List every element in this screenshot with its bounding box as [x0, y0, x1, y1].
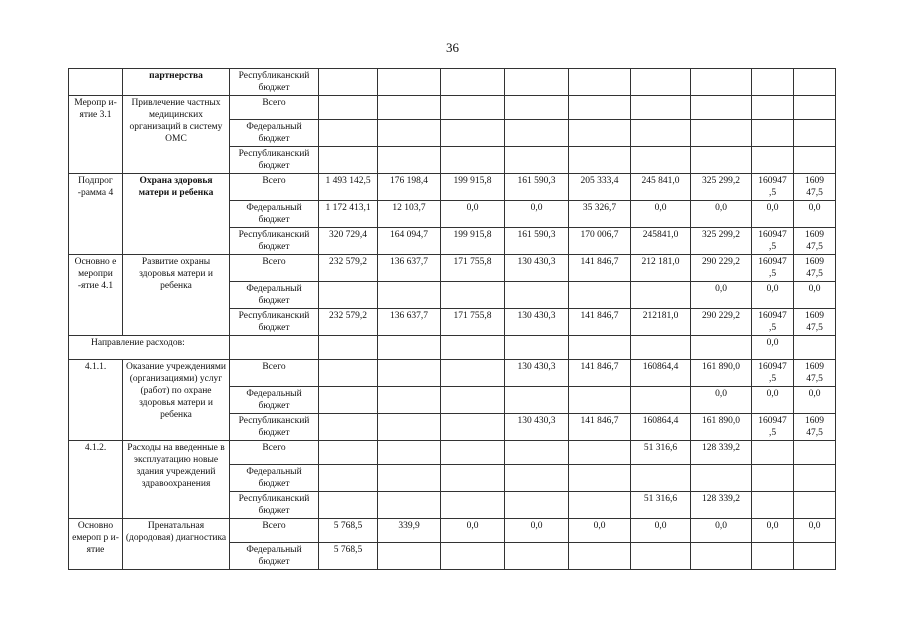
- table-cell: [794, 543, 836, 570]
- table-cell: 205 333,4: [569, 174, 631, 201]
- table-cell: Республиканский бюджет: [230, 492, 319, 519]
- table-cell: [631, 336, 691, 360]
- table-cell: 0,0: [691, 519, 752, 543]
- table-cell: [752, 120, 794, 147]
- table-cell: [569, 492, 631, 519]
- table-cell: 0,0: [752, 282, 794, 309]
- table-cell: 12 103,7: [378, 201, 441, 228]
- table-cell: [441, 282, 505, 309]
- table-cell: 130 430,3: [505, 255, 569, 282]
- table-row: [69, 519, 836, 543]
- table-cell: 5 768,5: [319, 519, 378, 543]
- table-cell: 0,0: [752, 519, 794, 543]
- table-cell: 170 006,7: [569, 228, 631, 255]
- table-cell: 0,0: [631, 201, 691, 228]
- table-cell: 171 755,8: [441, 309, 505, 336]
- table-cell: 1 493 142,5: [319, 174, 378, 201]
- table-cell: 320 729,4: [319, 228, 378, 255]
- table-cell: [794, 336, 836, 360]
- table-cell: 290 229,2: [691, 255, 752, 282]
- table-cell: [794, 492, 836, 519]
- table-cell: [505, 441, 569, 465]
- table-cell: Всего: [230, 174, 319, 201]
- table-cell: 245841,0: [631, 228, 691, 255]
- table-cell: [319, 282, 378, 309]
- table-row: [69, 69, 836, 96]
- table-cell: [752, 543, 794, 570]
- table-cell: [794, 69, 836, 96]
- table-cell: 325 299,2: [691, 174, 752, 201]
- table-cell: 128 339,2: [691, 492, 752, 519]
- table-cell: 199 915,8: [441, 174, 505, 201]
- table-cell: [378, 147, 441, 174]
- table-cell: [631, 96, 691, 120]
- table-cell: 1609 47,5: [794, 255, 836, 282]
- table-cell: 51 316,6: [631, 441, 691, 465]
- table-cell: 160947 ,5: [752, 360, 794, 387]
- table-cell: [505, 120, 569, 147]
- table-cell: [441, 441, 505, 465]
- table-cell: 0,0: [794, 519, 836, 543]
- table-cell: [691, 336, 752, 360]
- table-cell: 290 229,2: [691, 309, 752, 336]
- table-cell: [631, 147, 691, 174]
- table-cell: [378, 387, 441, 414]
- table-cell: 161 890,0: [691, 414, 752, 441]
- table-cell: [441, 387, 505, 414]
- table-cell: 141 846,7: [569, 360, 631, 387]
- table-cell: [691, 147, 752, 174]
- table-cell: [441, 96, 505, 120]
- table-cell: 130 430,3: [505, 414, 569, 441]
- table-cell: [441, 120, 505, 147]
- table-cell: [752, 441, 794, 465]
- table-cell: 161 590,3: [505, 174, 569, 201]
- table-row: [69, 360, 836, 387]
- table-cell: [319, 69, 378, 96]
- table-row: [69, 174, 836, 201]
- table-cell: 160947 ,5: [752, 228, 794, 255]
- table-cell: 160947 ,5: [752, 309, 794, 336]
- table-cell: 0,0: [691, 282, 752, 309]
- table-cell: [752, 96, 794, 120]
- table-cell: [569, 543, 631, 570]
- table-cell: Всего: [230, 360, 319, 387]
- table-cell: [569, 441, 631, 465]
- table-cell: [441, 543, 505, 570]
- table-cell: [794, 96, 836, 120]
- table-cell: [752, 147, 794, 174]
- table-cell: [441, 492, 505, 519]
- table-cell: [441, 336, 505, 360]
- table-cell: 0,0: [505, 519, 569, 543]
- table-cell: [794, 465, 836, 492]
- table-cell: 0,0: [631, 519, 691, 543]
- table-cell: [319, 96, 378, 120]
- table-cell: [319, 147, 378, 174]
- table-cell: [319, 120, 378, 147]
- table-cell: 232 579,2: [319, 309, 378, 336]
- table-cell: [569, 336, 631, 360]
- table-cell: [441, 414, 505, 441]
- table-cell: [569, 282, 631, 309]
- table-cell: 35 326,7: [569, 201, 631, 228]
- table-cell: [752, 492, 794, 519]
- table-cell: 0,0: [794, 201, 836, 228]
- table-cell: [569, 120, 631, 147]
- table-cell: [378, 336, 441, 360]
- table-cell: 245 841,0: [631, 174, 691, 201]
- table-cell: 51 316,6: [631, 492, 691, 519]
- table-cell: 4.1.1.: [69, 360, 123, 441]
- table-cell: [631, 465, 691, 492]
- table-cell: [794, 147, 836, 174]
- table-cell: 1609 47,5: [794, 414, 836, 441]
- table-cell: Федеральный бюджет: [230, 201, 319, 228]
- table-cell: [378, 465, 441, 492]
- table-cell: [631, 387, 691, 414]
- table-cell: [378, 282, 441, 309]
- table-cell: 141 846,7: [569, 414, 631, 441]
- table-cell: Расходы на введенные в эксплуатацию новые здания учреждений здравоохранения: [123, 441, 230, 519]
- table-cell: [230, 336, 319, 360]
- table-cell: 232 579,2: [319, 255, 378, 282]
- table-cell: [378, 120, 441, 147]
- table-cell: [441, 465, 505, 492]
- table-cell: Развитие охраны здоровья матери и ребенка: [123, 255, 230, 336]
- table-cell: 176 198,4: [378, 174, 441, 201]
- table-cell: [378, 543, 441, 570]
- table-cell: 141 846,7: [569, 255, 631, 282]
- table-cell: 0,0: [691, 201, 752, 228]
- table-cell: 199 915,8: [441, 228, 505, 255]
- table-cell: 0,0: [505, 201, 569, 228]
- table-cell: [794, 120, 836, 147]
- table-cell: Охрана здоровья матери и ребенка: [123, 174, 230, 255]
- table-cell: 0,0: [752, 387, 794, 414]
- table-cell: [378, 96, 441, 120]
- table-cell: 160864,4: [631, 360, 691, 387]
- table-cell: 5 768,5: [319, 543, 378, 570]
- table-cell: 171 755,8: [441, 255, 505, 282]
- table-cell: [752, 69, 794, 96]
- table-cell: 161 890,0: [691, 360, 752, 387]
- table-cell: [441, 147, 505, 174]
- table-cell: [319, 387, 378, 414]
- table-cell: Республиканский бюджет: [230, 414, 319, 441]
- table-cell: Федеральный бюджет: [230, 543, 319, 570]
- table-cell: [378, 441, 441, 465]
- table-cell: Всего: [230, 255, 319, 282]
- table-cell: [441, 360, 505, 387]
- table-cell: [505, 336, 569, 360]
- table-cell: [378, 492, 441, 519]
- table-cell: [319, 336, 378, 360]
- table-cell: [631, 120, 691, 147]
- table-cell: Федеральный бюджет: [230, 282, 319, 309]
- table-cell: Направление расходов:: [69, 336, 230, 360]
- table-cell: 0,0: [794, 282, 836, 309]
- table-cell: [319, 441, 378, 465]
- table-cell: 136 637,7: [378, 309, 441, 336]
- table-cell: [505, 282, 569, 309]
- table-cell: [378, 414, 441, 441]
- table-cell: 130 430,3: [505, 360, 569, 387]
- table-cell: партнерства: [123, 69, 230, 96]
- table-cell: Основно емероп р и-ятие: [69, 519, 123, 570]
- table-cell: [505, 96, 569, 120]
- table-row: [69, 441, 836, 465]
- table-cell: 1609 47,5: [794, 360, 836, 387]
- table-cell: [569, 69, 631, 96]
- table-cell: 339,9: [378, 519, 441, 543]
- table-cell: [69, 69, 123, 96]
- table-cell: [319, 465, 378, 492]
- table-cell: 161 590,3: [505, 228, 569, 255]
- table-cell: Республиканский бюджет: [230, 69, 319, 96]
- table-cell: 128 339,2: [691, 441, 752, 465]
- table-cell: [378, 69, 441, 96]
- table-cell: 164 094,7: [378, 228, 441, 255]
- table-cell: Привлечение частных медицинских организаций в систему ОМС: [123, 96, 230, 174]
- table-cell: [378, 360, 441, 387]
- table-cell: 1609 47,5: [794, 228, 836, 255]
- table-cell: [691, 543, 752, 570]
- table-row: [69, 336, 836, 360]
- table-cell: [505, 543, 569, 570]
- table-cell: Меропр и-ятие 3.1: [69, 96, 123, 174]
- table-cell: [505, 492, 569, 519]
- table-cell: Всего: [230, 519, 319, 543]
- table-cell: 0,0: [441, 201, 505, 228]
- table-cell: 136 637,7: [378, 255, 441, 282]
- table-cell: 0,0: [752, 336, 794, 360]
- table-cell: [691, 69, 752, 96]
- table-row: [69, 96, 836, 120]
- table-cell: 160947 ,5: [752, 255, 794, 282]
- table-cell: [631, 282, 691, 309]
- table-cell: 212 181,0: [631, 255, 691, 282]
- table-cell: [569, 465, 631, 492]
- table-row: [69, 255, 836, 282]
- table-cell: [441, 69, 505, 96]
- table-cell: [505, 387, 569, 414]
- table-cell: [569, 387, 631, 414]
- table-cell: [631, 543, 691, 570]
- table-cell: 0,0: [569, 519, 631, 543]
- table-cell: 0,0: [441, 519, 505, 543]
- table-cell: [794, 441, 836, 465]
- table-cell: Подпрог -рамма 4: [69, 174, 123, 255]
- table-cell: [319, 360, 378, 387]
- table-cell: Республиканский бюджет: [230, 147, 319, 174]
- table-cell: 0,0: [752, 201, 794, 228]
- table-cell: 212181,0: [631, 309, 691, 336]
- table-cell: 325 299,2: [691, 228, 752, 255]
- table-cell: [752, 465, 794, 492]
- table-cell: [505, 147, 569, 174]
- table-cell: Оказание учреждениями (организациями) услуг (работ) по охране здоровья матери и ребенка: [123, 360, 230, 441]
- table-cell: 1609 47,5: [794, 309, 836, 336]
- table-cell: 0,0: [691, 387, 752, 414]
- table-cell: 130 430,3: [505, 309, 569, 336]
- table-cell: Федеральный бюджет: [230, 465, 319, 492]
- table-cell: Всего: [230, 96, 319, 120]
- table-cell: 0,0: [794, 387, 836, 414]
- table-cell: 160947 ,5: [752, 414, 794, 441]
- table-cell: [691, 465, 752, 492]
- table-cell: Пренатальная (дородовая) диагностика: [123, 519, 230, 570]
- table-cell: [569, 147, 631, 174]
- table-cell: [691, 120, 752, 147]
- table-cell: 1609 47,5: [794, 174, 836, 201]
- table-cell: Основно е меропри -ятие 4.1: [69, 255, 123, 336]
- table-cell: [691, 96, 752, 120]
- table-cell: [505, 465, 569, 492]
- table-cell: Федеральный бюджет: [230, 120, 319, 147]
- table-cell: 160947 ,5: [752, 174, 794, 201]
- table-cell: [569, 96, 631, 120]
- table-cell: Всего: [230, 441, 319, 465]
- table-cell: [319, 492, 378, 519]
- table-cell: 1 172 413,1: [319, 201, 378, 228]
- page-number: 36: [446, 40, 459, 55]
- budget-table: [68, 68, 836, 570]
- table-cell: Республиканский бюджет: [230, 309, 319, 336]
- table-cell: [631, 69, 691, 96]
- table-cell: Республиканский бюджет: [230, 228, 319, 255]
- table-cell: [505, 69, 569, 96]
- table-cell: Федеральный бюджет: [230, 387, 319, 414]
- table-cell: 160864,4: [631, 414, 691, 441]
- budget-table-body: [69, 69, 836, 570]
- table-cell: 141 846,7: [569, 309, 631, 336]
- table-cell: [319, 414, 378, 441]
- table-cell: 4.1.2.: [69, 441, 123, 519]
